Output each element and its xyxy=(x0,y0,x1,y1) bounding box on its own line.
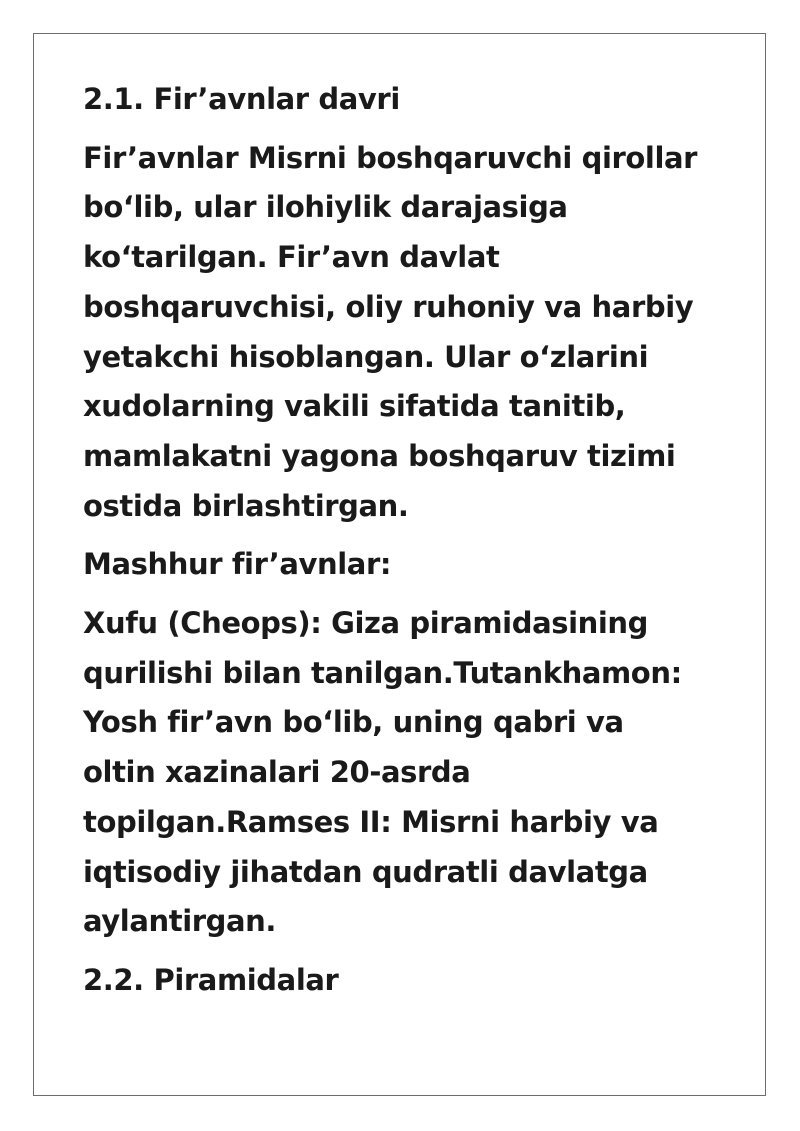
subheading-mashhur-firavnlar: Mashhur fir’avnlar: xyxy=(83,547,392,582)
section-heading-firavnlar: 2.1. Fir’avnlar davri xyxy=(83,82,400,116)
section-heading-piramidalar: 2.2. Piramidalar xyxy=(83,962,339,997)
paragraph-firavnlar-intro: Fir’avnlar Misrni boshqaruvchi qirollar bo‘lib, ular ilohiylik darajasiga ko‘tarilgan. Fir’avn davlat boshqaruvchisi, oliy ruhoniy va harbiy yetakchi hisoblangan. Ular o‘zlarini xudolarning vakili sifatida tanitib, mamlakatni yagona boshqaruv tizimi ostida birlashtirgan. xyxy=(83,140,698,523)
paragraph-mashhur-firavnlar: Xufu (Cheops): Giza piramidasining qurilishi bilan tanilgan.Tutankhamon: Yosh fir’avn bo‘lib, uning qabri va oltin xazinalari 20-asrda topilgan.Ramses II: Misrni harbiy va iqtisodiy jihatdan qudratli davlatga aylantirgan. xyxy=(83,606,682,939)
document-content xyxy=(83,75,703,1015)
